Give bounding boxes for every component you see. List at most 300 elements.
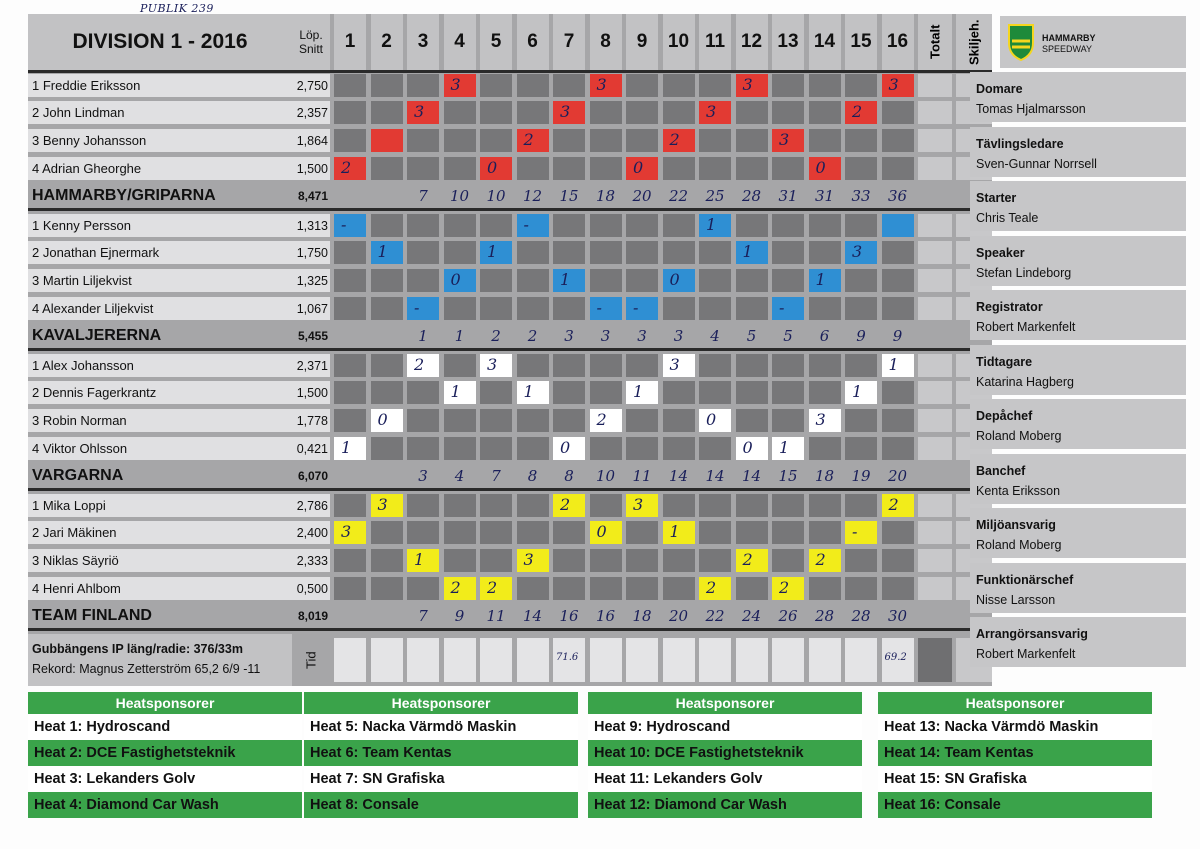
heat-time-cell[interactable]: [772, 638, 804, 682]
score-cell-active[interactable]: [334, 437, 366, 460]
score-cell[interactable]: [663, 241, 695, 264]
score-cell[interactable]: [736, 494, 768, 517]
score-cell[interactable]: [334, 241, 366, 264]
score-cell[interactable]: [845, 437, 877, 460]
score-cell[interactable]: [882, 521, 914, 544]
score-cell-active[interactable]: [736, 549, 768, 572]
score-cell-active[interactable]: [553, 269, 585, 292]
score-cell-active[interactable]: [371, 494, 403, 517]
heat-time-cell[interactable]: [444, 638, 476, 682]
score-cell[interactable]: [517, 74, 549, 97]
score-cell[interactable]: [480, 437, 512, 460]
score-cell[interactable]: [480, 521, 512, 544]
score-cell[interactable]: [590, 549, 622, 572]
score-cell[interactable]: [553, 354, 585, 377]
rider-total-cell[interactable]: [918, 549, 952, 572]
score-cell[interactable]: [845, 269, 877, 292]
score-cell[interactable]: [334, 101, 366, 124]
heat-time-cell[interactable]: [517, 638, 549, 682]
score-cell[interactable]: [517, 241, 549, 264]
score-cell[interactable]: [371, 157, 403, 180]
score-cell[interactable]: [845, 494, 877, 517]
score-cell[interactable]: [772, 214, 804, 237]
score-cell-active[interactable]: [663, 129, 695, 152]
score-cell[interactable]: [480, 409, 512, 432]
score-cell[interactable]: [444, 494, 476, 517]
score-cell[interactable]: [699, 549, 731, 572]
score-cell[interactable]: [809, 297, 841, 320]
rider-total-cell[interactable]: [918, 101, 952, 124]
score-cell[interactable]: [882, 381, 914, 404]
score-cell[interactable]: [845, 129, 877, 152]
score-cell[interactable]: [736, 269, 768, 292]
score-cell-active[interactable]: [444, 74, 476, 97]
score-cell[interactable]: [809, 521, 841, 544]
score-cell[interactable]: [626, 577, 658, 600]
score-cell[interactable]: [553, 381, 585, 404]
score-cell[interactable]: [626, 549, 658, 572]
score-cell[interactable]: [626, 409, 658, 432]
score-cell[interactable]: [407, 437, 439, 460]
score-cell[interactable]: [626, 354, 658, 377]
score-cell[interactable]: [736, 577, 768, 600]
score-cell[interactable]: [517, 101, 549, 124]
score-cell-active[interactable]: [407, 101, 439, 124]
heat-time-cell[interactable]: [845, 638, 877, 682]
score-cell-active[interactable]: [590, 521, 622, 544]
heat-time-cell[interactable]: [882, 638, 914, 682]
score-cell-active[interactable]: [882, 494, 914, 517]
score-cell[interactable]: [663, 437, 695, 460]
heat-time-cell[interactable]: [480, 638, 512, 682]
avg-header-label: Löp. Snitt: [298, 28, 323, 56]
score-cell[interactable]: [882, 297, 914, 320]
score-cell[interactable]: [480, 549, 512, 572]
score-cell[interactable]: [444, 241, 476, 264]
score-cell[interactable]: [444, 521, 476, 544]
score-cell-active[interactable]: [736, 241, 768, 264]
score-cell[interactable]: [517, 437, 549, 460]
score-cell[interactable]: [772, 241, 804, 264]
score-cell[interactable]: [736, 381, 768, 404]
score-cell[interactable]: [882, 269, 914, 292]
score-cell-active[interactable]: [699, 101, 731, 124]
score-cell[interactable]: [882, 409, 914, 432]
score-cell[interactable]: [809, 577, 841, 600]
score-cell[interactable]: [736, 157, 768, 180]
score-cell-active[interactable]: [699, 214, 731, 237]
score-cell[interactable]: [407, 381, 439, 404]
score-cell[interactable]: [772, 74, 804, 97]
score-cell[interactable]: [699, 157, 731, 180]
score-cell-active[interactable]: [407, 354, 439, 377]
heat-sponsor: Heat 4: Diamond Car Wash: [28, 792, 302, 818]
score-cell[interactable]: [699, 241, 731, 264]
score-cell-active[interactable]: [736, 74, 768, 97]
score-cell[interactable]: [845, 297, 877, 320]
score-cell[interactable]: [334, 381, 366, 404]
score-cell-active[interactable]: [663, 354, 695, 377]
score-cell[interactable]: [626, 129, 658, 152]
score-cell-active[interactable]: [371, 129, 403, 152]
score-cell[interactable]: [772, 381, 804, 404]
rider-total-cell[interactable]: [918, 494, 952, 517]
score-cell[interactable]: [444, 129, 476, 152]
heat-sponsor: Heat 1: Hydroscand: [28, 714, 302, 740]
heat-time-cell[interactable]: [699, 638, 731, 682]
score-cell[interactable]: [480, 214, 512, 237]
score-cell[interactable]: [371, 381, 403, 404]
rider-total-cell[interactable]: [918, 74, 952, 97]
score-cell[interactable]: [626, 241, 658, 264]
score-cell[interactable]: [845, 549, 877, 572]
score-cell[interactable]: [553, 241, 585, 264]
score-cell-active[interactable]: [772, 297, 804, 320]
score-cell[interactable]: [553, 549, 585, 572]
handwritten-score: 0: [815, 158, 826, 177]
score-cell[interactable]: [517, 354, 549, 377]
score-cell[interactable]: [882, 577, 914, 600]
rider-total-cell[interactable]: [918, 269, 952, 292]
score-cell[interactable]: [699, 437, 731, 460]
score-cell[interactable]: [663, 549, 695, 572]
score-cell[interactable]: [736, 297, 768, 320]
score-cell[interactable]: [553, 129, 585, 152]
score-cell[interactable]: [736, 214, 768, 237]
score-cell[interactable]: [553, 297, 585, 320]
score-cell[interactable]: [845, 354, 877, 377]
score-cell[interactable]: [480, 494, 512, 517]
score-cell[interactable]: [590, 214, 622, 237]
score-cell[interactable]: [590, 129, 622, 152]
official-name: Robert Markenfelt: [976, 320, 1076, 334]
score-cell-active[interactable]: [845, 381, 877, 404]
score-cell[interactable]: [845, 74, 877, 97]
score-cell[interactable]: [663, 494, 695, 517]
score-cell-active[interactable]: [845, 241, 877, 264]
score-cell[interactable]: [590, 354, 622, 377]
score-cell[interactable]: [699, 521, 731, 544]
rider-total-cell[interactable]: [918, 437, 952, 460]
score-cell[interactable]: [444, 297, 476, 320]
score-cell[interactable]: [699, 354, 731, 377]
score-cell[interactable]: [517, 494, 549, 517]
score-cell-active[interactable]: [845, 101, 877, 124]
score-cell-active[interactable]: [809, 549, 841, 572]
score-cell-active[interactable]: [882, 74, 914, 97]
score-cell-active[interactable]: [517, 129, 549, 152]
score-cell[interactable]: [699, 494, 731, 517]
score-cell[interactable]: [407, 521, 439, 544]
score-cell[interactable]: [626, 521, 658, 544]
score-cell-active[interactable]: [626, 297, 658, 320]
score-cell[interactable]: [699, 297, 731, 320]
score-cell[interactable]: [590, 437, 622, 460]
rider-total-cell[interactable]: [918, 297, 952, 320]
score-cell[interactable]: [517, 297, 549, 320]
score-cell[interactable]: [407, 157, 439, 180]
score-cell[interactable]: [699, 381, 731, 404]
score-cell-active[interactable]: [772, 437, 804, 460]
score-cell[interactable]: [371, 354, 403, 377]
heat-time-cell[interactable]: [626, 638, 658, 682]
handwritten-score: 3: [596, 75, 607, 94]
score-cell[interactable]: [553, 409, 585, 432]
score-cell[interactable]: [663, 157, 695, 180]
score-cell[interactable]: [407, 494, 439, 517]
score-cell[interactable]: [371, 214, 403, 237]
score-cell[interactable]: [772, 354, 804, 377]
score-cell[interactable]: [882, 437, 914, 460]
score-cell-active[interactable]: [590, 409, 622, 432]
score-cell-active[interactable]: [517, 214, 549, 237]
score-cell[interactable]: [809, 241, 841, 264]
score-cell[interactable]: [626, 74, 658, 97]
score-cell[interactable]: [699, 129, 731, 152]
score-cell-active[interactable]: [845, 521, 877, 544]
score-cell[interactable]: [626, 101, 658, 124]
score-cell[interactable]: [371, 269, 403, 292]
score-cell[interactable]: [371, 74, 403, 97]
score-cell[interactable]: [517, 577, 549, 600]
score-cell[interactable]: [809, 354, 841, 377]
score-cell-active[interactable]: [371, 409, 403, 432]
score-cell[interactable]: [590, 157, 622, 180]
score-cell[interactable]: [663, 381, 695, 404]
score-cell[interactable]: [334, 297, 366, 320]
score-cell[interactable]: [371, 437, 403, 460]
score-cell[interactable]: [699, 74, 731, 97]
score-cell[interactable]: [334, 74, 366, 97]
rider-total-cell[interactable]: [918, 521, 952, 544]
rider-total-cell[interactable]: [918, 214, 952, 237]
sponsor-header: Heatsponsorer: [588, 692, 862, 714]
score-cell[interactable]: [371, 549, 403, 572]
score-cell[interactable]: [407, 214, 439, 237]
score-cell[interactable]: [553, 74, 585, 97]
score-cell[interactable]: [371, 297, 403, 320]
heat-number-14: 14: [809, 14, 841, 70]
score-cell-active[interactable]: [334, 157, 366, 180]
score-cell-active[interactable]: [699, 409, 731, 432]
score-cell[interactable]: [590, 381, 622, 404]
handwritten-score: 3: [487, 355, 498, 374]
rider-total-cell[interactable]: [918, 157, 952, 180]
score-cell[interactable]: [772, 494, 804, 517]
score-cell[interactable]: [845, 577, 877, 600]
rider-average: 0,500: [292, 577, 330, 600]
score-cell[interactable]: [553, 521, 585, 544]
score-cell[interactable]: [663, 214, 695, 237]
score-cell-active[interactable]: [626, 157, 658, 180]
score-cell-active[interactable]: [371, 241, 403, 264]
score-cell[interactable]: [882, 549, 914, 572]
score-cell[interactable]: [334, 577, 366, 600]
heat-time-cell[interactable]: [334, 638, 366, 682]
score-cell-active[interactable]: [626, 494, 658, 517]
score-cell-active[interactable]: [590, 74, 622, 97]
score-cell[interactable]: [736, 354, 768, 377]
score-cell-active[interactable]: [407, 549, 439, 572]
score-cell-active[interactable]: [772, 577, 804, 600]
score-cell[interactable]: [882, 101, 914, 124]
official-entry: [970, 345, 1186, 395]
score-cell[interactable]: [407, 577, 439, 600]
score-cell[interactable]: [663, 409, 695, 432]
score-cell[interactable]: [590, 269, 622, 292]
heat-time-cell[interactable]: [809, 638, 841, 682]
score-cell[interactable]: [444, 549, 476, 572]
score-cell-active[interactable]: [480, 241, 512, 264]
score-cell-active[interactable]: [480, 157, 512, 180]
score-cell[interactable]: [736, 101, 768, 124]
score-cell[interactable]: [590, 101, 622, 124]
score-cell-active[interactable]: [882, 214, 914, 237]
score-cell[interactable]: [517, 157, 549, 180]
score-cell[interactable]: [809, 129, 841, 152]
rider-total-cell[interactable]: [918, 577, 952, 600]
score-cell-active[interactable]: [626, 381, 658, 404]
score-cell-active[interactable]: [407, 297, 439, 320]
score-cell[interactable]: [480, 129, 512, 152]
heat-time-cell[interactable]: [736, 638, 768, 682]
score-cell[interactable]: [626, 437, 658, 460]
score-cell[interactable]: [371, 101, 403, 124]
score-cell[interactable]: [553, 157, 585, 180]
score-cell-active[interactable]: [809, 409, 841, 432]
score-cell-active[interactable]: [736, 437, 768, 460]
score-cell[interactable]: [809, 101, 841, 124]
score-cell[interactable]: [590, 241, 622, 264]
score-cell[interactable]: [444, 437, 476, 460]
rider-total-cell[interactable]: [918, 381, 952, 404]
score-cell[interactable]: [882, 157, 914, 180]
rider-total-cell[interactable]: [918, 129, 952, 152]
score-cell[interactable]: [553, 214, 585, 237]
score-cell[interactable]: [772, 269, 804, 292]
score-cell-active[interactable]: [334, 521, 366, 544]
score-cell[interactable]: [407, 241, 439, 264]
score-cell[interactable]: [809, 437, 841, 460]
score-cell-active[interactable]: [517, 381, 549, 404]
score-cell[interactable]: [772, 409, 804, 432]
score-cell[interactable]: [663, 74, 695, 97]
score-cell[interactable]: [334, 409, 366, 432]
score-cell-active[interactable]: [444, 269, 476, 292]
score-cell[interactable]: [663, 577, 695, 600]
heat-time-cell[interactable]: [663, 638, 695, 682]
score-cell[interactable]: [480, 269, 512, 292]
score-cell-active[interactable]: [809, 269, 841, 292]
score-cell[interactable]: [371, 521, 403, 544]
score-cell[interactable]: [334, 494, 366, 517]
heat-time-cell[interactable]: [407, 638, 439, 682]
score-cell[interactable]: [772, 101, 804, 124]
score-cell-active[interactable]: [480, 354, 512, 377]
score-cell[interactable]: [480, 101, 512, 124]
score-cell-active[interactable]: [334, 214, 366, 237]
score-cell[interactable]: [444, 354, 476, 377]
score-cell[interactable]: [407, 409, 439, 432]
score-cell[interactable]: [772, 157, 804, 180]
score-cell[interactable]: [407, 129, 439, 152]
score-cell[interactable]: [809, 74, 841, 97]
score-cell[interactable]: [626, 214, 658, 237]
score-cell[interactable]: [736, 521, 768, 544]
score-cell[interactable]: [371, 577, 403, 600]
score-cell[interactable]: [882, 129, 914, 152]
score-cell[interactable]: [444, 214, 476, 237]
score-cell-active[interactable]: [590, 297, 622, 320]
score-cell[interactable]: [772, 549, 804, 572]
score-cell-active[interactable]: [699, 577, 731, 600]
rider-total-cell[interactable]: [918, 409, 952, 432]
score-cell[interactable]: [809, 214, 841, 237]
score-cell-active[interactable]: [663, 521, 695, 544]
score-cell[interactable]: [882, 241, 914, 264]
score-cell[interactable]: [845, 214, 877, 237]
score-cell[interactable]: [444, 409, 476, 432]
score-cell[interactable]: [699, 269, 731, 292]
score-cell[interactable]: [553, 577, 585, 600]
score-cell[interactable]: [517, 269, 549, 292]
score-cell[interactable]: [663, 101, 695, 124]
score-cell-active[interactable]: [772, 129, 804, 152]
score-cell[interactable]: [845, 157, 877, 180]
score-cell[interactable]: [407, 74, 439, 97]
score-cell[interactable]: [736, 129, 768, 152]
score-cell-active[interactable]: [553, 494, 585, 517]
score-cell-active[interactable]: [882, 354, 914, 377]
score-cell[interactable]: [663, 297, 695, 320]
score-cell[interactable]: [407, 269, 439, 292]
score-cell[interactable]: [772, 521, 804, 544]
heat-time-cell[interactable]: [590, 638, 622, 682]
score-cell[interactable]: [736, 409, 768, 432]
score-cell-active[interactable]: [553, 437, 585, 460]
score-cell[interactable]: [444, 101, 476, 124]
score-cell-active[interactable]: [480, 577, 512, 600]
score-cell[interactable]: [809, 381, 841, 404]
heat-time-cell[interactable]: [371, 638, 403, 682]
score-cell-active[interactable]: [444, 577, 476, 600]
score-cell[interactable]: [334, 269, 366, 292]
score-cell-active[interactable]: [809, 157, 841, 180]
score-cell[interactable]: [444, 157, 476, 180]
score-cell[interactable]: [845, 409, 877, 432]
score-cell[interactable]: [334, 549, 366, 572]
score-cell[interactable]: [809, 494, 841, 517]
score-cell-active[interactable]: [517, 549, 549, 572]
score-cell[interactable]: [480, 297, 512, 320]
time-total-cell[interactable]: [918, 638, 952, 682]
score-cell[interactable]: [626, 269, 658, 292]
score-cell[interactable]: [517, 409, 549, 432]
score-cell[interactable]: [590, 494, 622, 517]
score-cell[interactable]: [590, 577, 622, 600]
rider-total-cell[interactable]: [918, 241, 952, 264]
score-cell-active[interactable]: [553, 101, 585, 124]
score-cell-active[interactable]: [444, 381, 476, 404]
score-cell[interactable]: [334, 129, 366, 152]
rider-total-cell[interactable]: [918, 354, 952, 377]
score-cell[interactable]: [517, 521, 549, 544]
score-cell[interactable]: [334, 354, 366, 377]
heat-time-cell[interactable]: [553, 638, 585, 682]
score-cell-active[interactable]: [663, 269, 695, 292]
score-cell[interactable]: [480, 74, 512, 97]
score-cell[interactable]: [480, 381, 512, 404]
